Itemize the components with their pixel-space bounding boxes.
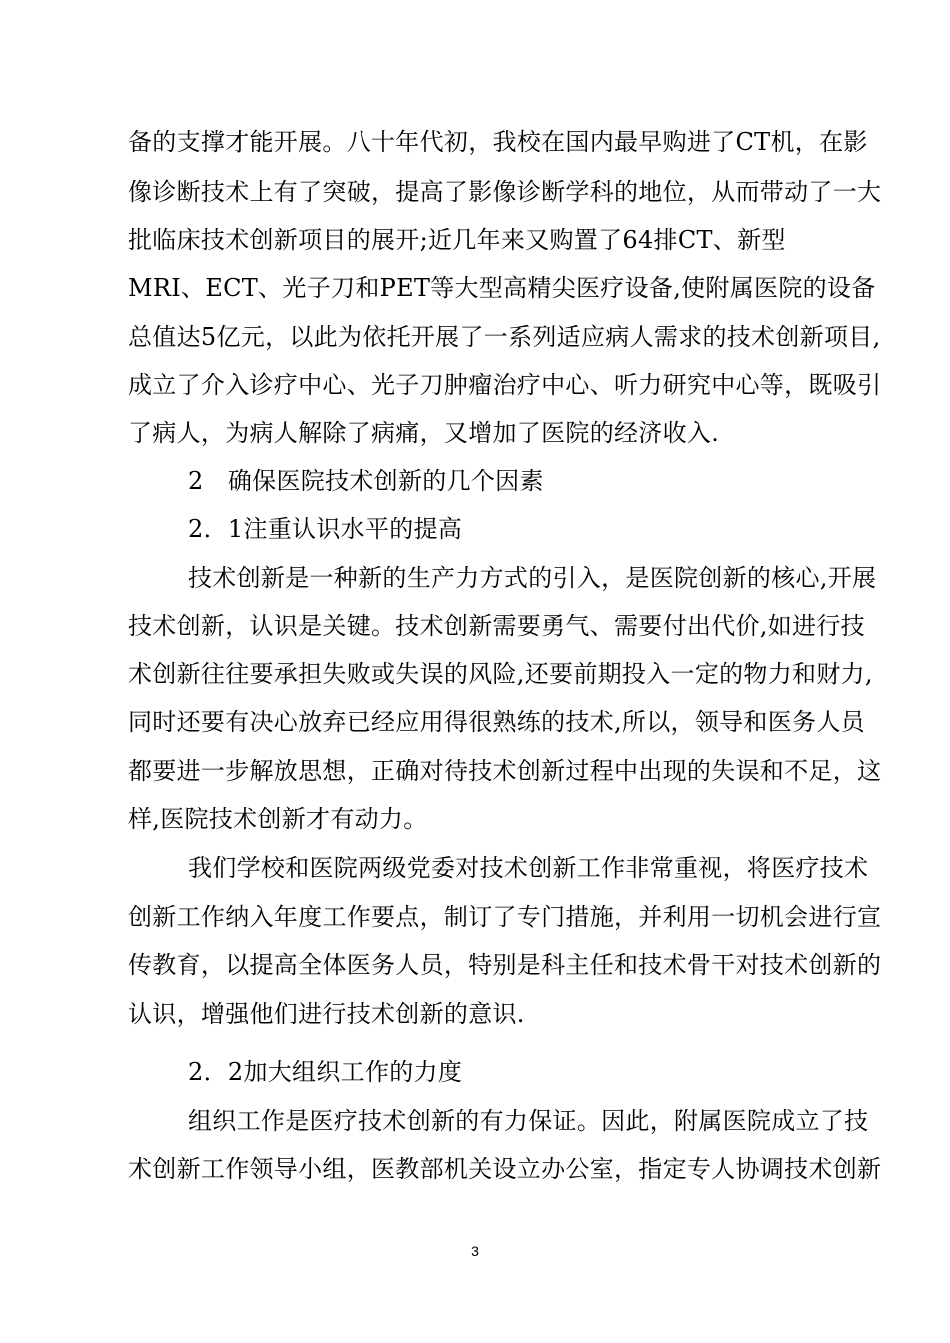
paragraph-line: 同时还要有决心放弃已经应用得很熟练的技术,所以，领导和医务人员 (128, 708, 865, 736)
paragraph-line: 技术创新，认识是关键。技术创新需要勇气、需要付出代价,如进行技 (128, 612, 865, 640)
paragraph-line: 样,医院技术创新才有动力。 (128, 805, 428, 833)
paragraph-line: MRI、ECT、光子刀和PET等大型高精尖医疗设备,使附属医院的设备 (128, 274, 876, 302)
paragraph-line: 备的支撑才能开展。八十年代初，我校在国内最早购进了CT机，在影 (128, 128, 868, 156)
section-heading: 2 确保医院技术创新的几个因素 (188, 467, 544, 495)
paragraph-line: 都要进一步解放思想，正确对待技术创新过程中出现的失误和不足，这 (128, 757, 882, 785)
paragraph-line: 成立了介入诊疗中心、光子刀肿瘤治疗中心、听力研究中心等，既吸引 (128, 371, 882, 399)
paragraph-line: 像诊断技术上有了突破，提高了影像诊断学科的地位，从而带动了一大 (128, 178, 882, 206)
paragraph-line: 传教育，以提高全体医务人员，特别是科主任和技术骨干对技术创新的 (128, 951, 882, 979)
paragraph-line: 总值达5亿元，以此为依托开展了一系列适应病人需求的技术创新项目, (128, 323, 881, 351)
paragraph-line: 批临床技术创新项目的展开;近几年来又购置了64排CT、新型 (128, 226, 786, 254)
paragraph-line: 创新工作纳入年度工作要点，制订了专门措施，并利用一切机会进行宣 (128, 903, 882, 931)
paragraph-line: 术创新工作领导小组，医教部机关设立办公室，指定专人协调技术创新 (128, 1155, 882, 1183)
paragraph-line: 了病人，为病人解除了病痛，又增加了医院的经济收入. (128, 419, 720, 447)
paragraph-line: 技术创新是一种新的生产力方式的引入，是医院创新的核心,开展 (188, 564, 877, 592)
subsection-heading: 2．2加大组织工作的力度 (188, 1058, 463, 1086)
paragraph-line: 我们学校和医院两级党委对技术创新工作非常重视，将医疗技术 (188, 854, 869, 882)
paragraph-line: 认识，增强他们进行技术创新的意识. (128, 1000, 525, 1028)
page-number: 3 (471, 1243, 479, 1259)
paragraph-line: 术创新往往要承担失败或失误的风险,还要前期投入一定的物力和财力, (128, 660, 873, 688)
subsection-heading: 2．1注重认识水平的提高 (188, 515, 463, 543)
paragraph-line: 组织工作是医疗技术创新的有力保证。因此，附属医院成立了技 (188, 1107, 869, 1135)
